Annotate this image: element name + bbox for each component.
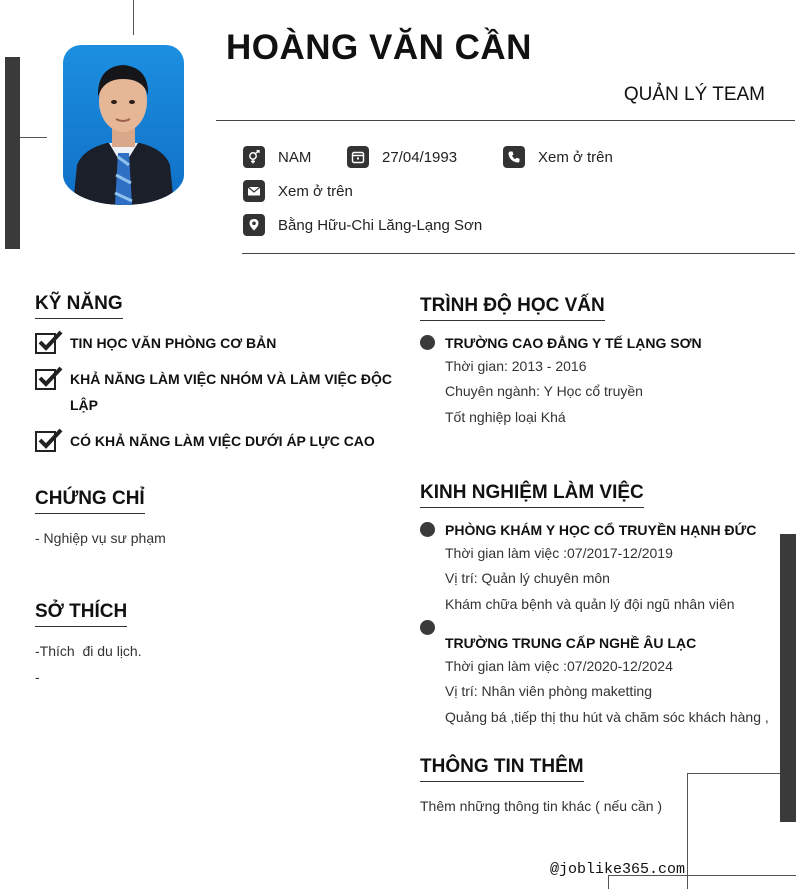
location-icon	[243, 214, 265, 236]
watermark: @joblike365.com	[550, 861, 686, 878]
gender-value: NAM	[278, 148, 312, 166]
experience-desc: Quảng bá ,tiếp thị thu hút và chăm sóc khách hàng ,	[445, 709, 769, 725]
corner-frame-left	[687, 773, 688, 889]
email-icon	[243, 180, 265, 202]
certificates-title: CHỨNG CHỈ	[35, 488, 145, 514]
hobbies-title: SỞ THÍCH	[35, 601, 127, 627]
birthday-row	[347, 146, 457, 168]
person-photo-icon	[63, 45, 184, 205]
contact-divider	[242, 253, 795, 254]
skill-label: TIN HỌC VĂN PHÒNG CƠ BẢN	[70, 335, 277, 351]
timeline-dot	[420, 522, 435, 537]
extra-info-text: Thêm những thông tin khác ( nếu cần )	[420, 798, 663, 814]
experience-time: Thời gian làm việc :07/2020-12/2024	[445, 658, 673, 674]
address-value: Bằng Hữu-Chi Lăng-Lạng Sơn	[278, 216, 483, 234]
top-accent-line	[133, 0, 134, 35]
candidate-name: HOÀNG VĂN CẦN	[226, 28, 532, 67]
experience-role: Vị trí: Quản lý chuyên môn	[445, 570, 610, 586]
left-accent-bar	[5, 57, 20, 249]
checkbox-icon	[35, 330, 63, 354]
job-position: QUẢN LÝ TEAM	[623, 84, 765, 105]
phone-value[interactable]: Xem ở trên	[538, 148, 613, 166]
timeline-dot	[420, 620, 435, 635]
hobby-item: -	[35, 669, 40, 685]
gender-icon	[243, 146, 265, 168]
experience-time: Thời gian làm việc :07/2017-12/2019	[445, 545, 673, 561]
hobby-item: -Thích đi du lịch.	[35, 643, 142, 659]
certificate-item: - Nghiệp vụ sư phạm	[35, 530, 166, 546]
company-name: PHÒNG KHÁM Y HỌC CỔ TRUYỀN HẠNH ĐỨC	[445, 522, 757, 538]
birthday-value: 27/04/1993	[382, 148, 458, 166]
left-accent-tick	[20, 137, 47, 138]
right-accent-bar	[780, 534, 796, 822]
company-name: TRƯỜNG TRUNG CẤP NGHỀ ÂU LẠC	[445, 635, 697, 651]
email-value[interactable]: Xem ở trên	[278, 182, 353, 200]
phone-icon	[503, 146, 525, 168]
skill-item	[35, 428, 395, 454]
extra-info-title: THÔNG TIN THÊM	[420, 756, 584, 782]
calendar-icon	[347, 146, 369, 168]
checkbox-icon	[35, 428, 63, 452]
education-major: Chuyên ngành: Y Học cổ truyền	[445, 383, 643, 399]
gender-row	[243, 146, 311, 168]
experience-desc: Khám chữa bệnh và quản lý đội ngũ nhân viên	[445, 596, 735, 612]
school-name: TRƯỜNG CAO ĐẲNG Y TẾ LẠNG SƠN	[445, 335, 702, 351]
checkbox-icon	[35, 366, 63, 390]
skill-label: CÓ KHẢ NĂNG LÀM VIỆC DƯỚI ÁP LỰC CAO	[70, 433, 375, 449]
education-time: Thời gian: 2013 - 2016	[445, 358, 587, 374]
email-row	[243, 180, 353, 202]
skill-label: KHẢ NĂNG LÀM VIỆC NHÓM VÀ LÀM VIỆC ĐỘC LẬP	[70, 371, 392, 413]
skills-title: KỸ NĂNG	[35, 293, 123, 319]
header-divider	[216, 120, 795, 121]
corner-frame-top	[687, 773, 780, 774]
avatar	[63, 45, 184, 205]
phone-row	[503, 146, 613, 168]
education-title: TRÌNH ĐỘ HỌC VẤN	[420, 295, 605, 321]
experience-title: KINH NGHIỆM LÀM VIỆC	[420, 482, 644, 508]
timeline-dot	[420, 335, 435, 350]
address-row	[243, 214, 482, 236]
skill-item	[35, 330, 395, 356]
experience-role: Vị trí: Nhân viên phòng maketting	[445, 683, 653, 699]
education-grade: Tốt nghiệp loại Khá	[445, 409, 566, 425]
skill-item	[35, 366, 395, 418]
